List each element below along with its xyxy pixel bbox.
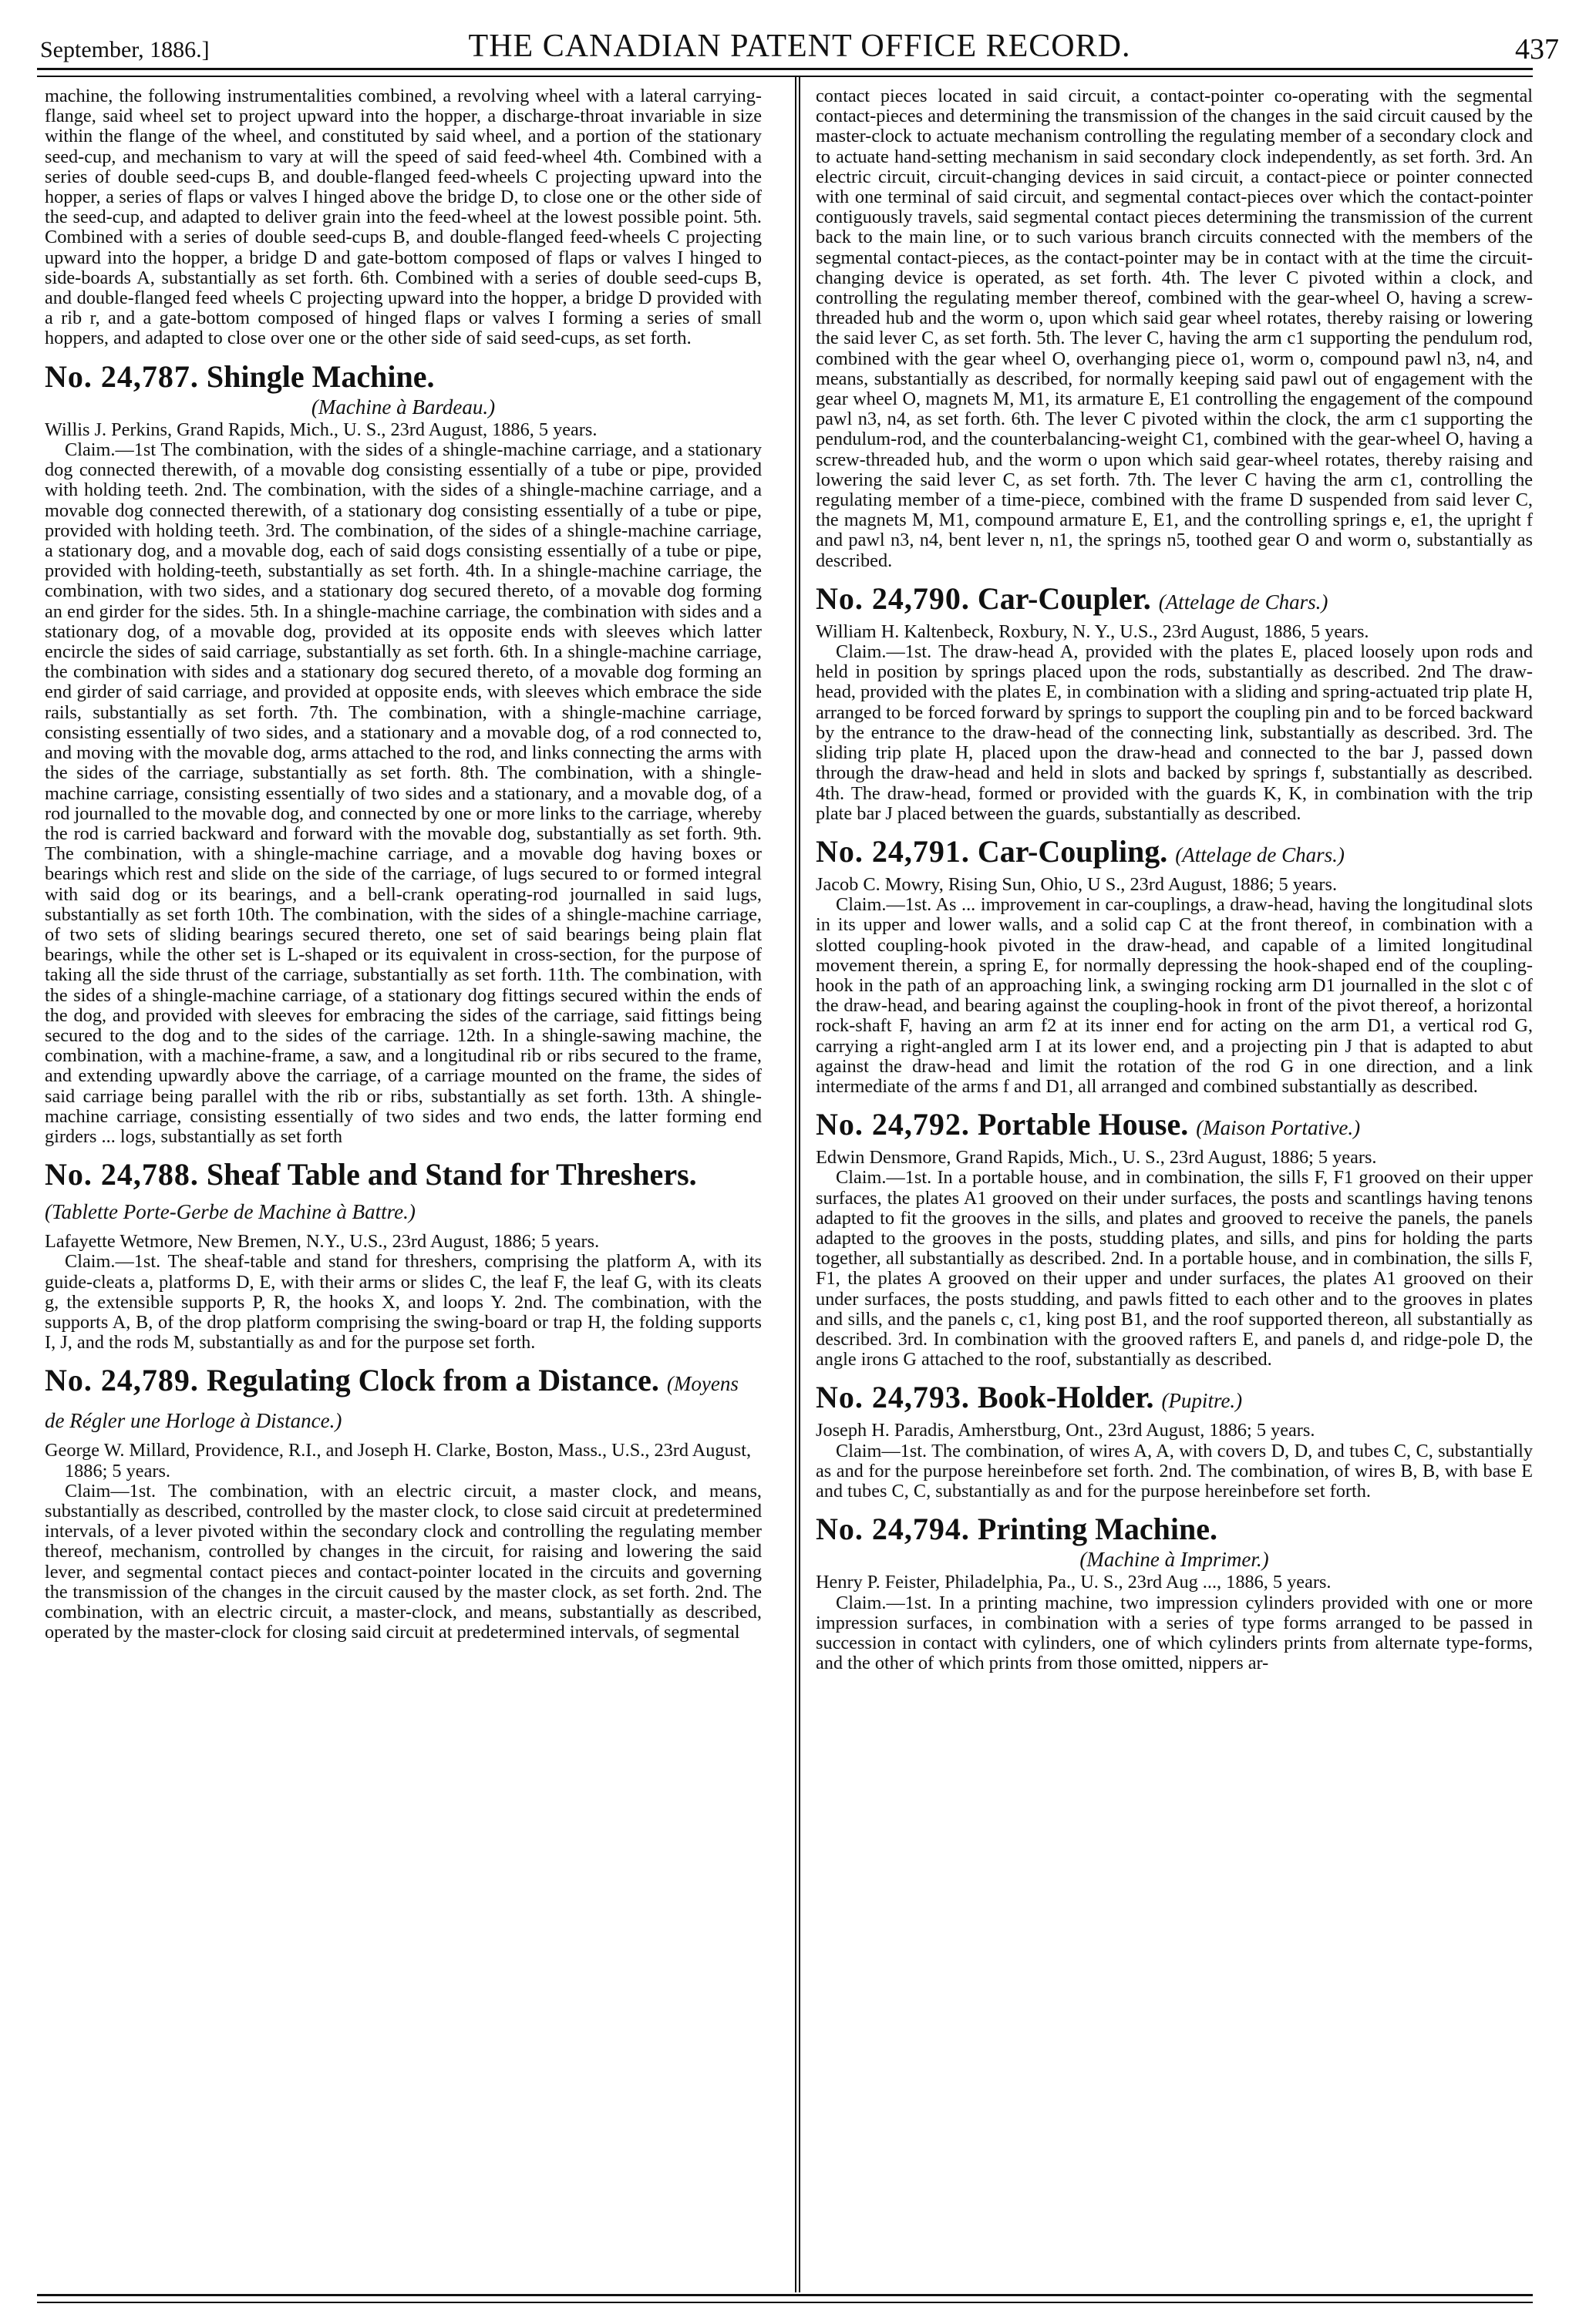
patent-number: No. 24,790. [816,580,970,616]
entry-heading [816,582,1533,619]
patent-entry-24792 [816,1108,1533,1370]
left-column [45,86,762,2289]
patent-entry-24791 [816,835,1533,1097]
inventor-line: Joseph H. Paradis, Amherstburg, Ont., 23rd August, 1886; 5 years. [816,1420,1315,1441]
patent-number: No. 24,791. [816,833,970,869]
journal-title: THE CANADIAN PATENT OFFICE RECORD. [468,29,1131,64]
column-divider [795,76,800,2292]
french-title: (Attelage de Chars.) [1158,590,1328,614]
patent-title: Book-Holder. [977,1380,1154,1415]
inventor-line: Willis J. Perkins, Grand Rapids, Mich., U. S., 23rd August, 1886, 5 years. [45,419,598,440]
header-date: September, 1886.] [40,37,210,62]
patent-number: No. 24,792. [816,1107,970,1142]
patent-title: Sheaf Table and Stand for Threshers. [206,1157,697,1192]
footer-rule [37,2294,1533,2303]
right-column [816,86,1533,2289]
entry-heading [816,1512,1533,1546]
entry-heading [45,360,762,394]
claims-text: Claim.—1st. The draw-head A, provided with the plates E, placed loosely upon rods and held in position by springs placed upon the rods, substantially as described. 2nd The draw-head, provided with the plates E, in combination with a sliding and spring-actuated trip plate H, arranged to be forced forward by springs to support the coupling pin and to be forced backward by the entrance to the draw-head of the connecting link, substantially as described. 3rd. The sliding trip plate H, placed upon the draw-head and connected to the bar J, passed down through the draw-head and held in slots and backed by springs f, substantially as described. 4th. The draw-head, formed or provided with the guards K, K, in combination with the trip plate bar J placed between the guards, substantially as described. [816,641,1533,824]
entry-heading [816,1108,1533,1145]
claims-text: Claim.—1st. The sheaf-table and stand for threshers, comprising the platform A, with its guide-cleats a, platforms D, E, with their arms or slides C, the leaf F, the leaf G, with its cleats g, the extensible supports P, R, the hooks X, and loops Y. 2nd. The combination, with the supports A, B, of the drop platform comprising the swing-board or trap H, the folding supports I, J, and the rods M, substantially as and for the purpose set forth. [45,1251,762,1354]
patent-title: Regulating Clock from a Distance. [206,1363,659,1398]
header-rule [37,68,1533,77]
claims-text: Claim.—1st The combination, with the sides of a shingle-machine carriage, and a stationary dog connected therewith, of a movable dog consisting essentially of a tube or pipe, provided with holding teeth. 2nd. The combination, with the sides of a shingle-machine carriage, and a movable dog connected therewith, of a stationary dog consisting essentially of a tube or pipe, provided with holding teeth. 3rd. The combination, of the sides of a shingle-machine carriage, a stationary dog, and a movable dog, each of said dogs consisting essentially of a tube or pipe, provided with holding-teeth, substantially as set forth. 4th. In a shingle-machine carriage, the combination, with two sides, and a stationary dog secured thereto, of a movable dog forming an end girder for the sides. 5th. In a shingle-machine carriage, the combination with sides and a stationary dog, of a movable dog, provided at its opposite ends with sleeves which latter encircle the sides of said carriage, substantially as set forth. 6th. In a shingle-machine carriage, the combination with sides and a stationary dog secured thereto, of a movable dog forming an end girder of said carriage, and provided at opposite ends, with sleeves which embrace the side rails, substantially as set forth. 7th. The combination, with a shingle-machine carriage, consisting essentially of two sides, and a stationary and a movable dog, of a rod connected to, and moving with the movable dog, arms attached to the rod, and links connecting the arms with the sides of the carriage, substantially as set forth. 8th. The combination, with a shingle-machine carriage, consisting essentially of two sides and a stationary, and a movable dog, of a rod journalled to the movable dog, and connected by one or more links to the carriage, whereby the rod is carried backward and forward with the movable dog, substantially as set forth. 9th. The combination, with a shingle-machine carriage, and a movable dog having boxes or bearings which rest and slide on the side of the carriage, of lugs secured to or formed integral with said dog or its bearings, and a bell-crank operating-rod journalled in said lugs, substantially as set forth 10th. The combination, with the sides of a shingle-machine carriage, of two sets of sliding bearings secured thereto, one set of said bearings being plain flat bearings, while the other set is L-shaped or its equivalent in cross-section, for the purpose of taking all the side thrust of the carriage, substantially as set forth. 11th. The combination, with the sides of a shingle-machine carriage, of a stationary dog fittings secured within the ends of the dog, and provided with sleeves for embracing the sides of the carriage, said fittings being secured to the dog and to the sides of the carriage. 12th. In a shingle-sawing machine, the combination, with a machine-frame, a saw, and a longitudinal rib or ribs secured to the frame, and extending upwardly above the carriage, of a carriage mounted on the frame, the sides of said carriage being parallel with the rib or ribs, substantially as set forth. 13th. A shingle-machine carriage, consisting essentially of two sides and two ends, the latter forming end girders ... logs, substantially as set forth [45,439,762,1147]
patent-title: Printing Machine. [977,1512,1217,1547]
claims-text: Claim.—1st. In a portable house, and in combination, the sills F, F1 grooved on their upper surfaces, the plates A1 grooved on their under surfaces, the posts and scantlings having tenons adapted to fit the grooves in the sills, and plates and grooved to receive the panels, the panels adapted to the grooves in the posts, studding plates, and sills, and pins for holding the parts together, all substantially as described. 2nd. In a portable house, and in combination, the sills F, F1, the plates A grooved on their upper and under surfaces, the plates A1 grooved on their under surfaces, the posts studding, and pawls fitted to each other and to the grooves in plates and sills, and the panels c, c1, king post B1, and the roof supported thereon, all substantially as described. 3rd. In combination with the grooved rafters E, and panels d, and ridge-pole D, the angle irons G attached to the roof, substantially as described. [816,1167,1533,1371]
patent-number: No. 24,787. [45,358,199,394]
patent-title: Portable House. [977,1107,1189,1142]
entry-heading [45,1364,762,1438]
patent-number: No. 24,793. [816,1380,970,1415]
page-number: 437 [1515,33,1559,66]
french-title: (Moyens de Régler une Horloge à Distance.) [45,1372,739,1433]
claims-text: Claim.—1st. As ... improvement in car-couplings, a draw-head, having the longitudinal slots in its upper and lower walls, and a solid cap C at the front thereof, in combination with a slotted coupling-hook pivoted in the draw-head, and capable of a limited longitudinal movement therein, a spring E, for normally depressing the hook-shaped end of the coupling-hook in the path of an approaching link, a swinging rocking arm D1 journalled in the slot c of the draw-head, and bearing against the coupling-hook in front of the pivot thereof, a horizontal rock-shaft F, having an arm f2 at its inner end for acting on the arm D1, a vertical rod G, carrying a right-angled arm I at its lower end, and a projecting pin J that is adapted to abut against the draw-head and limit the rotation of the rod G in one direction, and a link intermediate of the arms f and D1, all arranged and combined substantially as described. [816,894,1533,1097]
french-title: (Machine à Bardeau.) [311,395,496,419]
french-title: (Maison Portative.) [1196,1116,1361,1140]
inventor-line: Edwin Densmore, Grand Rapids, Mich., U. S., 23rd August, 1886; 5 years. [816,1147,1377,1169]
french-title: (Attelage de Chars.) [1175,842,1345,866]
claims-text: Claim—1st. The combination, with an electric circuit, a master clock, and means, substantially as described, controlled by the master clock, to close said circuit at predetermined intervals, of a lever pivoted within the secondary clock and controlling the regulating member thereof, mechanism, controlled by changes in the circuit, for raising and lowering the said lever, and segmental contact pieces and contact-pointer located in the circuits and governing the transmission of the changes in the circuit caused by the master clock, as set forth. 2nd. The combination, with an electric circuit, a master-clock, and means, substantially as described, operated by the master-clock for closing said circuit at predetermined intervals, of segmental [45,1480,762,1643]
patent-entry-24793 [816,1381,1533,1502]
inventor-line: Lafayette Wetmore, New Bremen, N.Y., U.S., 23rd August, 1886; 5 years. [45,1231,600,1253]
inventor-line: Jacob C. Mowry, Rising Sun, Ohio, U S., 23rd August, 1886; 5 years. [816,873,1338,895]
continued-claims: machine, the following instrumentalities combined, a revolving wheel with a lateral carrying-flange, said wheel set to project upward into the hopper, a discharge-throat invariable in size within the flange of the wheel, and constituted by said wheel, and a portion of the stationary seed-cup, and mechanism to vary at will the speed of said feed-wheel 4th. Combined with a series of double seed-cups B, and double-flanged feed-wheels C projecting upward into the hopper, a series of flaps or valves I hinged above the bridge D, to close one or the other side of the seed-cup, and adapted to deliver grain into the feed-wheel at the lowest possible point. 5th. Combined with a series of double seed-cups B, and double-flanged feed-wheels C projecting upward into the hopper, a bridge D and gate-bottom composed of flaps or valves I hinged to side-boards A, substantially as set forth. 6th. Combined with a series of double seed-cups B, and double-flanged feed wheels C projecting upward into the hopper, a bridge D provided with a rib r, and a gate-bottom composed of hinged flaps or valves I forming a series of small hoppers, and adapted to close over one or the other side of said seed-cups, as set forth. [45,86,762,349]
continued-claims: contact pieces located in said circuit, a contact-pointer co-operating with the segmental contact-pieces and determining the transmission of the changes in the said circuit caused by the master-clock to actuate mechanism controlling the regulating member of a secondary clock and to actuate hand-setting mechanism in said secondary clock independently, as set forth. 3rd. An electric circuit, circuit-changing devices in said circuit, a contact-piece or pointer connected with one terminal of said circuit, and segmental contact-pieces over which the contact-pointer contiguously travels, said segmental contact pieces determining the transmission of the current back to the main line, or to such various branch circuits connected with the members of the segmental contact-pieces, as the contact-pointer may be in contact with at the time the circuit-changing device is operated, as set forth. 4th. The lever C pivoted within a clock, and controlling the regulating member thereof, combined with the gear-wheel O, having a screw-threaded hub and the worm o, upon which said gear wheel rotates, thereby raising or lowering the said lever C, as set forth. 5th. The lever C, having the arm c1 supporting the pendulum rod, combined with the gear wheel O, overhanging piece o1, worm o, compound pawl n3, n4, and means, substantially as described, for normally keeping said pawl out of engagement with the gear wheel O, magnets M, M1, its armature E, E1 controlling the engagement of the compound pawl n3, n4, as set forth. 6th. The lever C pivoted within the clock, the arm c1 supporting the pendulum-rod, and the counterbalancing-weight C1, combined with the gear-wheel O, having a screw-threaded hub, and the worm o upon which said gear-wheel rotates, thereby raising and lowering the said lever C, as set forth. 7th. The lever C having the arm c1, controlling the regulating member of a time-piece, combined with the frame D suspended from said lever C, the magnets M, M1, compound armature E, E1, and the controlling springs e, e1, the upright f and pawl n3, n4, bent lever n, n1, the springs n5, toothed gear O and worm o, substantially as described. [816,86,1533,571]
patent-number: No. 24,788. [45,1157,199,1192]
patent-title: Shingle Machine. [206,358,435,394]
inventor-line: Henry P. Feister, Philadelphia, Pa., U. S., 23rd Aug ..., 1886, 5 years. [816,1572,1332,1593]
inventor-line: William H. Kaltenbeck, Roxbury, N. Y., U.S., 23rd August, 1886, 5 years. [816,621,1369,642]
claims-text: Claim—1st. The combination, of wires A, A, with covers D, D, and tubes C, C, substantially as and for the purpose hereinbefore set forth. 2nd. The combination, of wires B, B, with base E and tubes C, C, substantially as and for the purpose hereinbefore set forth. [816,1440,1533,1502]
patent-number: No. 24,789. [45,1363,199,1398]
entry-heading [816,835,1533,872]
inventor-line: George W. Millard, Providence, R.I., and Joseph H. Clarke, Boston, Mass., U.S., 23rd August, 1886; 5 years. [45,1440,752,1482]
patent-number: No. 24,794. [816,1512,970,1547]
entry-heading [45,1158,762,1229]
french-title: (Machine à Imprimer.) [1079,1548,1269,1572]
patent-entry-24787 [45,360,762,1148]
french-title: (Pupitre.) [1161,1389,1243,1413]
patent-entry-24788 [45,1158,762,1353]
entry-heading [816,1381,1533,1418]
patent-entry-24790 [816,582,1533,824]
patent-title: Car-Coupling. [977,833,1168,869]
patent-entry-24794 [816,1512,1533,1673]
patent-title: Car-Coupler. [977,580,1151,616]
page-header [40,17,1559,71]
claims-text: Claim.—1st. In a printing machine, two impression cylinders provided with one or more impression surfaces, in combination with a series of type forms arranged to be passed in succession in contact with cylinders, one of which cylinders prints from alternate type-forms, and the other of which prints from those omitted, nippers ar- [816,1592,1533,1674]
french-title: (Tablette Porte-Gerbe de Machine à Battre.) [45,1200,416,1224]
patent-entry-24789 [45,1364,762,1643]
